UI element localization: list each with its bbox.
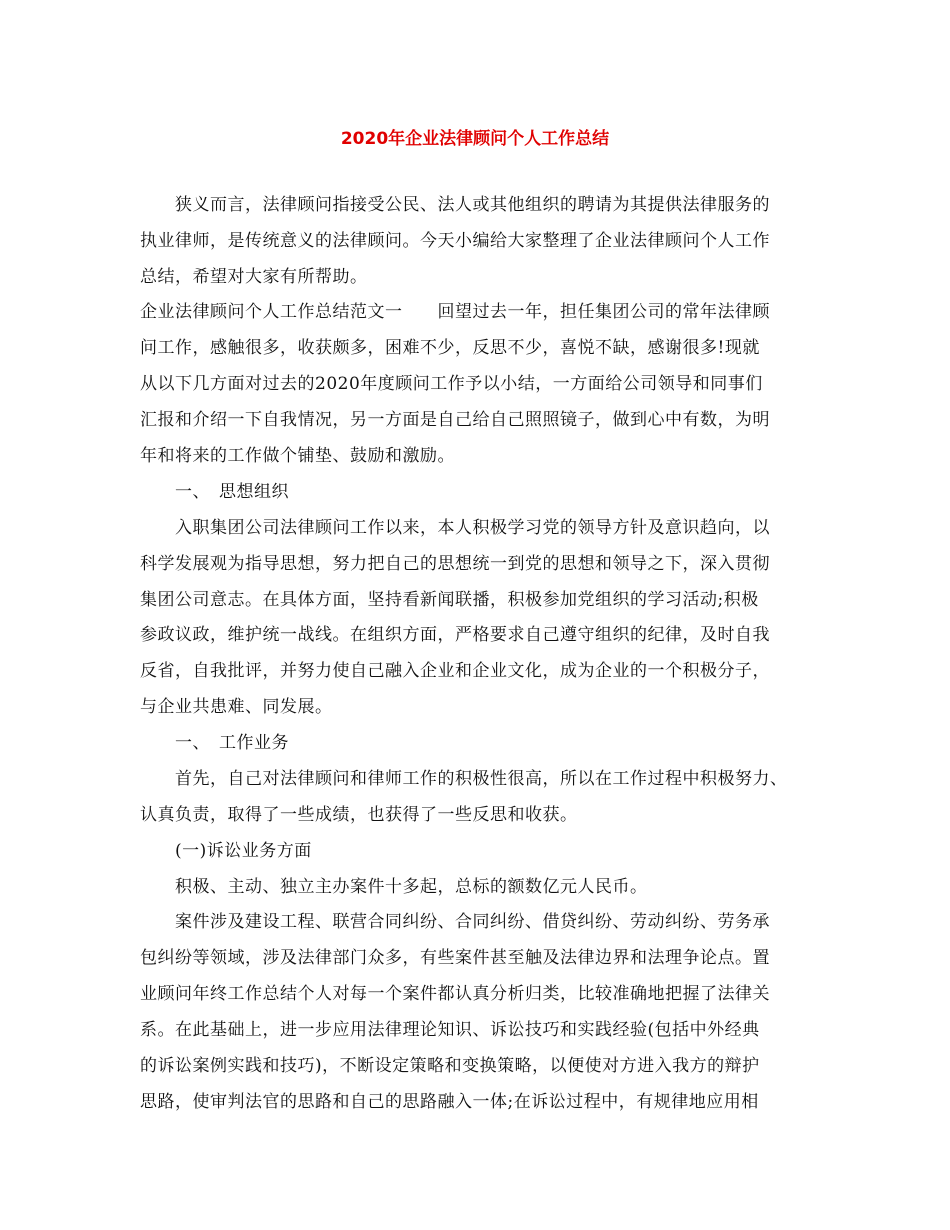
body-line-23: 业顾问年终工作总结个人对每一个案件都认真分析归类，比较准确地把握了法律关 <box>140 984 770 1004</box>
body-line-18: 认真负责，取得了一些成绩，也获得了一些反思和收获。 <box>140 805 578 825</box>
body-line-4: 企业法律顾问个人工作总结范文一 回望过去一年，担任集团公司的常年法律顾 <box>140 302 770 322</box>
body-line-5: 问工作，感触很多，收获颇多，困难不少，反思不少，喜悦不缺，感谢很多!现就 <box>140 338 760 358</box>
body-line-11: 科学发展观为指导思想，努力把自己的思想统一到党的思想和领导之下，深入贯彻 <box>140 554 770 574</box>
body-line-1: 狭义而言，法律顾问指接受公民、法人或其他组织的聘请为其提供法律服务的 <box>175 195 770 215</box>
body-line-21: 案件涉及建设工程、联营合同纠纷、合同纠纷、借贷纠纷、劳动纠纷、劳务承 <box>175 912 770 932</box>
body-line-24: 系。在此基础上，进一步应用法律理论知识、诉讼技巧和实践经验(包括中外经典 <box>140 1020 760 1040</box>
body-line-8: 年和将来的工作做个铺垫、鼓励和激励。 <box>140 446 455 466</box>
document-title: 2020年企业法律顾问个人工作总结 <box>340 129 610 149</box>
body-line-22: 包纠纷等领域，涉及法律部门众多，有些案件甚至触及法律边界和法理争论点。置 <box>140 948 770 968</box>
section-heading-1: 一、 思想组织 <box>175 482 289 502</box>
body-line-2: 执业律师，是传统意义的法律顾问。今天小编给大家整理了企业法律顾问个人工作 <box>140 231 770 251</box>
body-line-20: 积极、主动、独立主办案件十多起，总标的额数亿元人民币。 <box>175 877 648 897</box>
body-line-13: 参政议政，维护统一战线。在组织方面，严格要求自己遵守组织的纪律，及时自我 <box>140 625 770 645</box>
body-line-7: 汇报和介绍一下自我情况，另一方面是自己给自己照照镜子，做到心中有数，为明 <box>140 410 770 430</box>
subsection-heading: (一)诉讼业务方面 <box>175 841 312 861</box>
body-line-14: 反省，自我批评，并努力使自己融入企业和企业文化，成为企业的一个积极分子， <box>140 661 770 681</box>
body-line-10: 入职集团公司法律顾问工作以来，本人积极学习党的领导方针及意识趋向，以 <box>175 518 770 538</box>
body-line-25: 的诉讼案例实践和技巧)，不断设定策略和变换策略，以便使对方进入我方的辩护 <box>140 1056 760 1076</box>
body-line-3: 总结，希望对大家有所帮助。 <box>140 267 368 287</box>
body-line-6: 从以下几方面对过去的2020年度顾问工作予以小结，一方面给公司领导和同事们 <box>140 374 763 394</box>
body-line-17: 首先，自己对法律顾问和律师工作的积极性很高，所以在工作过程中积极努力、 <box>175 769 788 789</box>
body-line-15: 与企业共患难、同发展。 <box>140 697 333 717</box>
body-line-12: 集团公司意志。在具体方面，坚持看新闻联播，积极参加党组织的学习活动;积极 <box>140 590 759 610</box>
section-heading-2: 一、 工作业务 <box>175 733 289 753</box>
body-line-26: 思路，使审判法官的思路和自己的思路融入一体;在诉讼过程中，有规律地应用相 <box>140 1092 759 1112</box>
